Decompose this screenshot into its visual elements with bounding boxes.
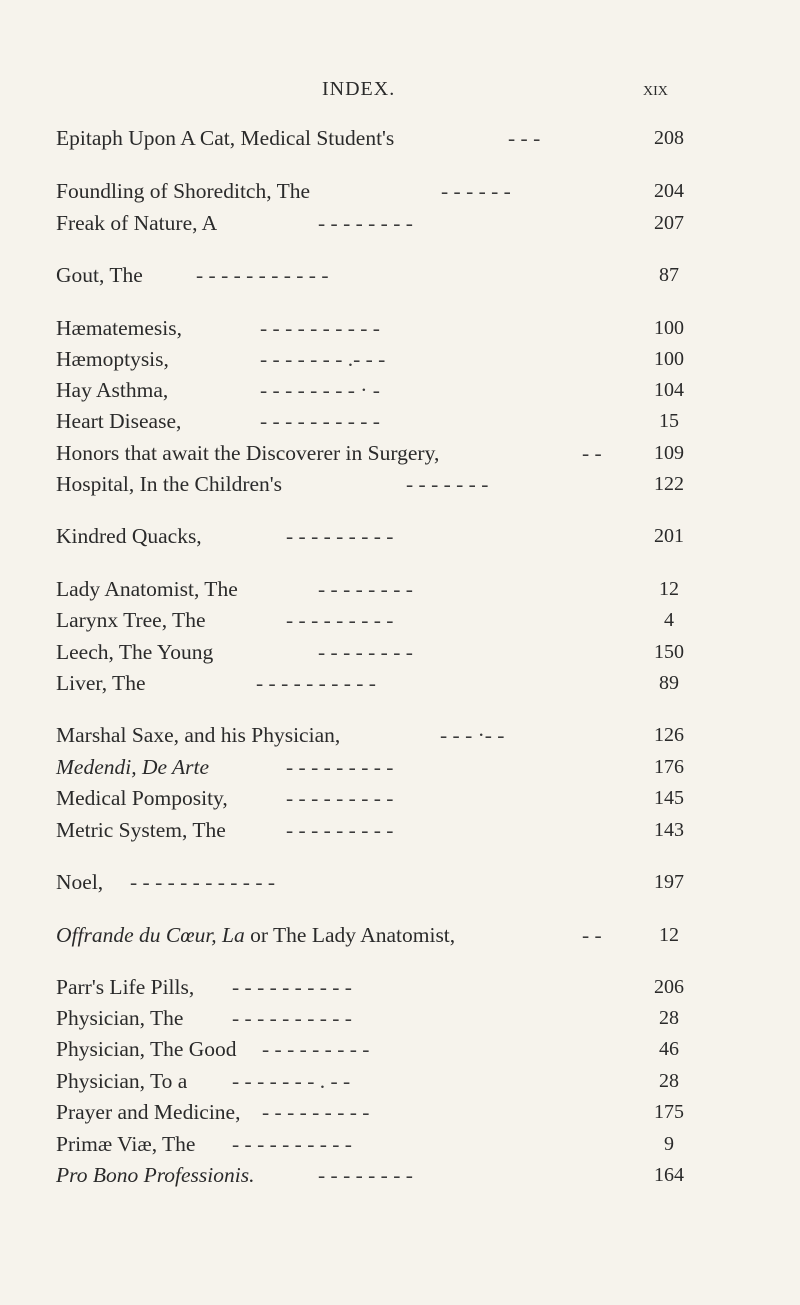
dot-leader: - - - - - - - - (318, 211, 413, 235)
index-entry (0, 469, 800, 503)
dot-leader: - - - - - - - - - (286, 818, 394, 842)
index-entry (0, 1034, 800, 1068)
index-entry (0, 1160, 800, 1194)
dot-leader: - - - - - - - - - (286, 755, 394, 779)
entry-page: 175 (654, 1101, 684, 1123)
index-entry (0, 605, 800, 639)
entry-label: Gout, The (56, 263, 143, 287)
entry-label: Freak of Nature, A (56, 211, 218, 235)
dot-leader: - - - - - - - - (318, 1163, 413, 1187)
entry-page: 208 (654, 127, 684, 149)
entry-label: Heart Disease, (56, 409, 182, 433)
entry-page: 104 (654, 379, 684, 401)
dot-leader: - - - - - - - - - (262, 1037, 370, 1061)
index-entry (0, 438, 800, 472)
entry-page: 150 (654, 641, 684, 663)
index-entry (0, 920, 800, 954)
entry-label: Lady Anatomist, The (56, 577, 238, 601)
entry-page: 164 (654, 1164, 684, 1186)
entry-page: 126 (654, 724, 684, 746)
index-entry (0, 668, 800, 702)
entry-label: Foundling of Shoreditch, The (56, 179, 311, 203)
entry-page: 143 (654, 819, 684, 841)
dot-leader: - - - - - - - - - - - - (130, 870, 276, 894)
entry-page: 197 (654, 871, 684, 893)
index-entry (0, 208, 800, 242)
dot-leader: - - - - - - - - · - (260, 378, 380, 402)
dot-leader: - - (582, 441, 602, 465)
page-header (0, 78, 800, 108)
entry-label: Hæmoptysis, (56, 347, 169, 371)
entry-label: Metric System, The (56, 818, 226, 842)
index-entry (0, 521, 800, 555)
entry-page: 12 (659, 578, 679, 600)
entry-page: 122 (654, 473, 684, 495)
entry-label: Medendi, De Arte (56, 755, 210, 779)
entry-page: 201 (654, 525, 684, 547)
index-entry (0, 176, 800, 210)
entry-label-italic: Offrande du Cœur, La (56, 923, 245, 947)
index-entry (0, 313, 800, 347)
entry-label: Honors that await the Discoverer in Surgery, (56, 441, 440, 465)
entry-label: Noel, (56, 870, 104, 894)
index-entry (0, 574, 800, 608)
dot-leader: - - - - - - - - - (262, 1100, 370, 1124)
entry-label: Parr's Life Pills, (56, 975, 195, 999)
index-entry (0, 1003, 800, 1037)
index-entry (0, 783, 800, 817)
entry-label: Medical Pomposity, (56, 786, 228, 810)
entry-page: 176 (654, 756, 684, 778)
entry-label (56, 920, 455, 950)
entry-page: 109 (654, 442, 684, 464)
entry-page: 100 (654, 348, 684, 370)
index-entry (0, 406, 800, 440)
entry-page: 9 (664, 1133, 674, 1155)
dot-leader: - - - - - - - - - (286, 786, 394, 810)
dot-leader: - - - - - - - - - - (232, 1132, 352, 1156)
entry-label: Hay Asthma, (56, 378, 169, 402)
index-entry (0, 260, 800, 294)
dot-leader: - - - - - - (441, 179, 511, 203)
dot-leader: - - - - - - - . - - (232, 1069, 351, 1093)
entry-page: 204 (654, 180, 684, 202)
index-entry (0, 815, 800, 849)
index-entry (0, 123, 800, 157)
entry-label: Liver, The (56, 671, 146, 695)
dot-leader: - - - - - - - - - - (232, 975, 352, 999)
entry-page: 87 (659, 264, 679, 286)
index-entry (0, 375, 800, 409)
entry-label: Marshal Saxe, and his Physician, (56, 723, 341, 747)
index-entry (0, 972, 800, 1006)
entry-label: Prayer and Medicine, (56, 1100, 241, 1124)
entry-page: 28 (659, 1007, 679, 1029)
entry-page: 145 (654, 787, 684, 809)
entry-label: Physician, The Good (56, 1037, 237, 1061)
index-entry (0, 867, 800, 901)
entry-label: Hæmatemesis, (56, 316, 182, 340)
entry-page: 46 (659, 1038, 679, 1060)
entry-label: Hospital, In the Children's (56, 472, 283, 496)
entry-label: Epitaph Upon A Cat, Medical Student's (56, 126, 395, 150)
index-entry (0, 1066, 800, 1100)
entry-label: Pro Bono Professionis. (56, 1163, 255, 1187)
index-entry (0, 637, 800, 671)
entry-page: 4 (664, 609, 674, 631)
entry-label: Larynx Tree, The (56, 608, 206, 632)
entry-page: 100 (654, 317, 684, 339)
index-entry (0, 1129, 800, 1163)
entry-label: Physician, The (56, 1006, 184, 1030)
index-entry (0, 1097, 800, 1131)
entry-page: 15 (659, 410, 679, 432)
entry-label-rest: or The Lady Anatomist, (244, 923, 456, 947)
entry-page: 206 (654, 976, 684, 998)
dot-leader: - - - - - - - - (318, 640, 413, 664)
entry-page: 89 (659, 672, 679, 694)
dot-leader: - - - - - - - .- - - (260, 347, 386, 371)
dot-leader: - - - - - - - - - - (256, 671, 376, 695)
index-entry (0, 344, 800, 378)
dot-leader: - - (582, 923, 602, 947)
dot-leader: - - - - - - - - (318, 577, 413, 601)
folio-number: xix (643, 78, 668, 100)
dot-leader: - - - (508, 126, 541, 150)
index-entry (0, 752, 800, 786)
entry-label: Primæ Viæ, The (56, 1132, 196, 1156)
entry-label: Kindred Quacks, (56, 524, 202, 548)
dot-leader: - - - - - - - - - - - (196, 263, 329, 287)
entry-page: 28 (659, 1070, 679, 1092)
dot-leader: - - - - - - - - - - (232, 1006, 352, 1030)
dot-leader: - - - - - - - - - (286, 524, 394, 548)
dot-leader: - - - - - - - - - (286, 608, 394, 632)
entry-label: Leech, The Young (56, 640, 214, 664)
dot-leader: - - - - - - - (406, 472, 489, 496)
dot-leader: - - - - - - - - - - (260, 316, 380, 340)
dot-leader: - - - ·- - (440, 723, 505, 747)
index-entry (0, 720, 800, 754)
entry-page: 207 (654, 212, 684, 234)
running-head-title: INDEX. (322, 78, 396, 100)
entry-page: 12 (659, 924, 679, 946)
dot-leader: - - - - - - - - - - (260, 409, 380, 433)
entry-label: Physician, To a (56, 1069, 188, 1093)
